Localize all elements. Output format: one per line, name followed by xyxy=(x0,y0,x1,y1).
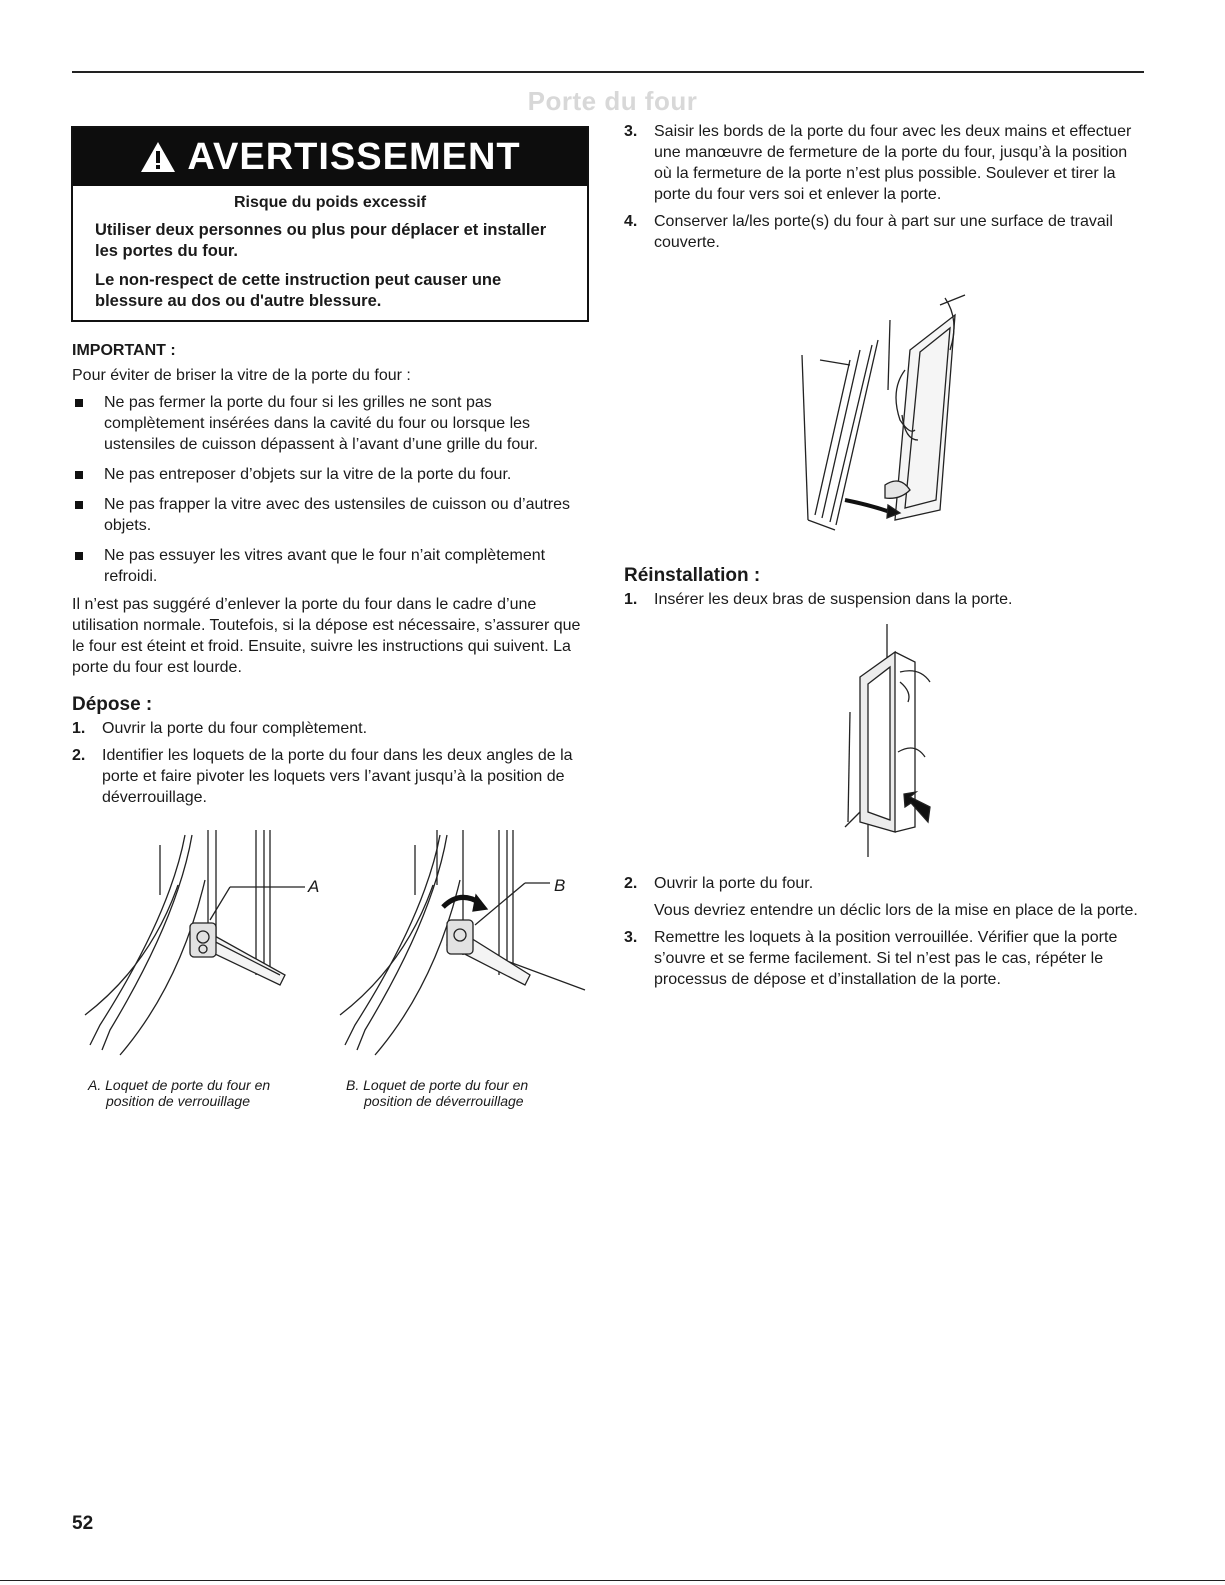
step-number: 1. xyxy=(624,591,638,608)
caption-b-line-1: B. Loquet de porte du four en xyxy=(346,1077,529,1093)
step-number: 3. xyxy=(624,929,638,946)
important-heading: IMPORTANT : xyxy=(72,342,176,359)
step-text: Conserver la/les porte(s) du four à part sur une surface de travail couverte. xyxy=(654,213,1113,251)
door-insert-illustration xyxy=(820,622,940,862)
warning-subtitle: Risque du poids excessif xyxy=(233,194,427,211)
bullet-text: Ne pas fermer la porte du four si les grilles ne sont pas complètement insérées dans la cavité du four ou lorsque les ustensiles de cuisson dépassent à l’avant d’une grille du four. xyxy=(104,394,539,453)
caption-a xyxy=(88,1077,270,1109)
reinstall-step xyxy=(624,873,1144,894)
bullet-square-icon xyxy=(75,471,83,479)
figure-a-label: A xyxy=(308,877,320,896)
step-number: 2. xyxy=(72,747,86,764)
step-number: 2. xyxy=(624,875,638,892)
important-intro: Pour éviter de briser la vitre de la porte du four : xyxy=(72,367,411,384)
important-note: Il n’est pas suggéré d’enlever la porte du four dans le cadre d’une utilisation normale. Toutefois, si la dépose est nécessaire, s’assurer que le four est éteint et froid. Ensuite, suivre les instructions qui suivent. La porte du four est lourde. xyxy=(72,596,581,676)
bullet-square-icon xyxy=(75,399,83,407)
depose-step xyxy=(72,745,592,808)
bullet-text: Ne pas frapper la vitre avec des ustensiles de cuisson ou d’autres objets. xyxy=(104,496,571,534)
important-bullet xyxy=(72,392,592,455)
bottom-rule xyxy=(0,1580,1225,1581)
step-number: 1. xyxy=(72,720,86,737)
removal-step xyxy=(624,211,1144,253)
left-column xyxy=(72,340,592,808)
bullet-square-icon xyxy=(75,552,83,560)
warning-line-1: Utiliser deux personnes ou plus pour déplacer et installer les portes du four. xyxy=(95,221,547,260)
caption-b-line-2: position de déverrouillage xyxy=(364,1093,524,1109)
right-column-top xyxy=(624,121,1144,253)
step-text: Remettre les loquets à la position verrouillée. Vérifier que la porte s’ouvre et se ferme facilement. Si tel n’est pas le cas, répéter le processus de dépose et d’installation de la porte. xyxy=(654,929,1118,988)
caption-a-line-1: A. Loquet de porte du four en xyxy=(88,1077,271,1093)
page-number: 52 xyxy=(72,1513,94,1534)
top-rule xyxy=(72,71,1144,73)
caption-a-line-2: position de verrouillage xyxy=(106,1093,250,1109)
warning-heading: AVERTISSEMENT xyxy=(187,135,521,178)
important-bullet xyxy=(72,545,592,587)
important-bullet xyxy=(72,494,592,536)
step-number: 3. xyxy=(624,123,638,140)
bullet-text: Ne pas essuyer les vitres avant que le four n’ait complètement refroidi. xyxy=(104,547,546,585)
reinstallation-heading: Réinstallation : xyxy=(624,565,761,586)
reinstall-step xyxy=(624,589,1144,610)
reinstall-step xyxy=(624,927,1144,990)
step-text: Ouvrir la porte du four. xyxy=(654,875,814,892)
warning-triangle-icon xyxy=(139,140,177,174)
warning-line-2: Le non-respect de cette instruction peut causer une blessure au dos ou d'autre blessure. xyxy=(95,271,502,310)
warning-header xyxy=(73,128,587,186)
depose-heading: Dépose : xyxy=(72,694,153,715)
step-text: Identifier les loquets de la porte du four dans les deux angles de la porte et faire pivoter les loquets vers l’avant jusqu’à la position de déverrouillage. xyxy=(102,747,573,806)
depose-step xyxy=(72,718,592,739)
reinstallation-steps xyxy=(624,873,1144,990)
warning-box xyxy=(71,126,589,322)
reinstallation-section xyxy=(624,565,1144,610)
figure-b-label: B xyxy=(554,876,566,895)
reinstall-step-sub: Vous devriez entendre un déclic lors de la mise en place de la porte. xyxy=(654,902,1138,919)
important-bullet xyxy=(72,464,592,485)
caption-b xyxy=(346,1077,528,1109)
step-text: Ouvrir la porte du four complètement. xyxy=(102,720,368,737)
latch-locked-illustration xyxy=(80,825,330,1060)
step-number: 4. xyxy=(624,213,638,230)
door-lift-illustration xyxy=(790,290,980,540)
removal-step xyxy=(624,121,1144,205)
bullet-square-icon xyxy=(75,501,83,509)
step-text: Insérer les deux bras de suspension dans la porte. xyxy=(654,591,1013,608)
bullet-text: Ne pas entreposer d’objets sur la vitre de la porte du four. xyxy=(104,466,512,483)
page-title: Porte du four xyxy=(527,86,698,116)
step-text: Saisir les bords de la porte du four avec les deux mains et effectuer une manœuvre de fermeture de la porte du four, jusqu’à la position où la fermeture de la porte n’est plus possible. Soulever et tirer la porte du four vers soi et enlever la porte. xyxy=(654,123,1132,203)
latch-unlocked-illustration xyxy=(335,825,595,1060)
